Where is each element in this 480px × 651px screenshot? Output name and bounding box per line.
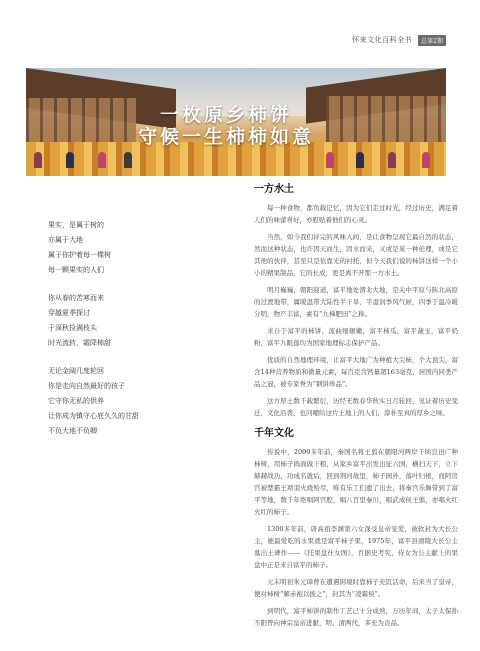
issue-badge: 总第2期 [418, 35, 446, 46]
poem-line: 时光流转，霜降柿甜 [48, 339, 111, 347]
section-heading: 一方水土 [254, 184, 294, 195]
paragraph: 这方厚土数千载繁衍，历经无数春华秋实日月轮回，见证着历史变迁，文化沿袭，也同哺给这片土地上的人们，淳朴至真的厚乡之味。 [254, 397, 458, 417]
poem-line: 于深秋捡满枝头 [48, 324, 97, 332]
poem-line: 你是走向自然最好的孩子 [48, 382, 125, 390]
paragraph: 当然，如今我们评完的风味人间，是让食物呈现它最自然的状态，然而这种状态，也许因天而生，因水而来，又或是某一种伦理，或是它其他的伙伴，甚至只是依靠光的衬托，但今天我们说的柿饼这样一个小小的精果制品，它的长成，更是离不开那一方水土。 [254, 233, 458, 277]
poem [48, 218, 228, 452]
poem-line: 穿越夏季探讨 [48, 309, 90, 317]
page-header [330, 34, 446, 46]
paragraph: 优质的自然地理环境，让富平大地广为种植大尖柿，个大顶尖，富含14种营养物质和微量元素，每百克含钙量超163毫克，居国内同类产品之冠，被专家誉为“钢饼珍品”。 [254, 356, 458, 388]
poem-line: 无论金阔几度轮回 [48, 367, 104, 375]
poem-line: 它守你无私的供养 [48, 397, 104, 405]
poem-line: 你从春的苦寒而来 [48, 294, 104, 302]
article-body [254, 183, 458, 634]
poem-line: 属于你护着每一棵树 [48, 251, 111, 259]
poem-line: 不负大地不负卿 [48, 427, 97, 435]
poem-line: 果实，是属于树的 [48, 221, 104, 229]
section-heading: 千年文化 [254, 428, 294, 439]
hero-title [126, 100, 326, 160]
poem-stanza [48, 364, 228, 439]
paragraph: 每一种食物，都负载记忆，因为它们走过时光，经过历史，满足着人们的味蕾喜好，亦慰贴着他们的心灵。 [254, 204, 458, 224]
paragraph: 1300多年前，唐高祖李渊第六女深受皇帝宠爱，被软封为大长公主，她最爱吃的水果就是富平柿子果，1975年，富平县滑陵大长公主墓出土碑作——《托果盘仕女图》，百据史考究，侍女为公主献上的果盘中正是来自富平的柿子。 [254, 525, 458, 569]
paragraph: 传说中，2000多年前，秦国名将王翦在朝阳河两岸千顷良田广种柿树，用柿子捣面做干粮，从家乡富平出发出征六国，横扫天下，立下赫赫战功，功成名就后，回到荆河故里，柿子园外，落叶归根，而阿房宫被楚霸王项羽火烧殆尽，唯有乐工们遗了出去，将秦宫乐舞带到了富平等地，数千年绝唱阿宫腔，唱八百里秦川，唱武成侯王翦，亦唱火红火红的柿子。 [254, 448, 458, 516]
poem-line: 每一颗果实的人们 [48, 266, 104, 274]
paragraph: 到明代，富平柿饼的制作工艺已十分成熟，万历年间，太子太保孙丕阳曾向神宗皇帝进献，明、清两代，多充为贡品。 [254, 607, 458, 627]
poem-stanza [48, 291, 228, 351]
paragraph: 明月巍巍，朝阳迎道，富平地处渭北大地，是关中平原与陕北高原的过渡地带，属暖温带大陆性半干旱、半湿润季风气候，四季于温冷暖分明，物产丰富，素有“九梯肥田”之称。 [254, 286, 458, 318]
magazine-name: 怀来文化百科全书 [352, 36, 413, 44]
poem-stanza [48, 218, 228, 278]
paragraph: 来自于富平的柿饼，流曲细辗嫩，富平柿瓜，富平蔬玉，富平奶粉，富平九眼莲均为国家地理标志保护产品。 [254, 327, 458, 347]
paragraph: 元末明初朱元璋曾在遭遇困境时靠柿子充饥活命，后来当了皇帝，便对柿树“解赤袍以披之”，封其为“凌霜侯”。 [254, 578, 458, 598]
hero-title-line2: 守候一生柿柿如意 [137, 126, 314, 148]
poem-line: 亦属于大地 [48, 236, 83, 244]
hero-photo [26, 68, 446, 176]
poem-line: 让你成为镇守心底久久的甘甜 [48, 412, 139, 420]
hero-title-line1: 一枚原乡柿饼 [159, 104, 292, 126]
